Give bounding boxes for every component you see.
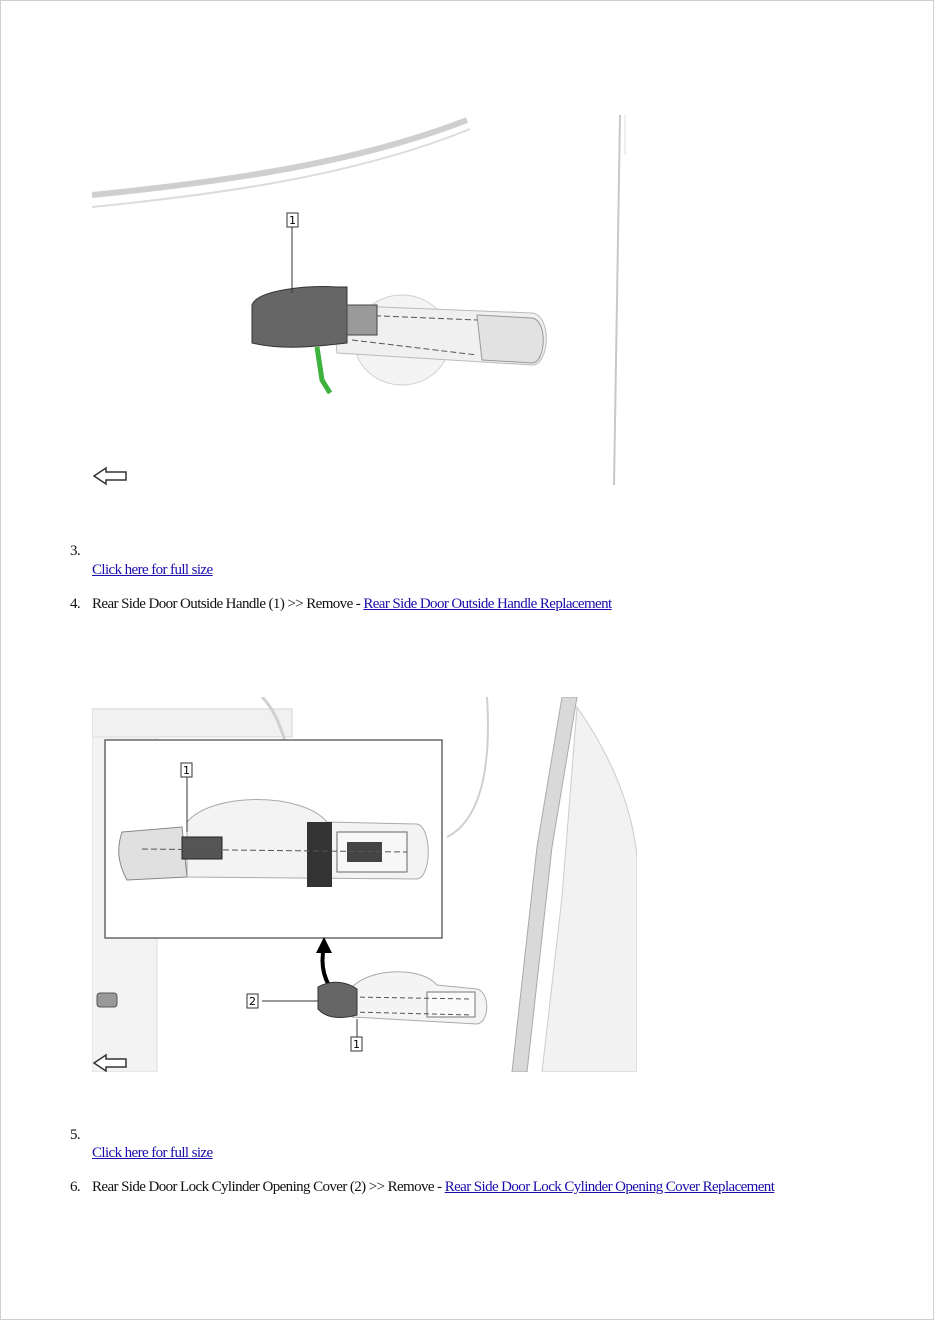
step-5 (70, 1126, 92, 1144)
figure-lock-cylinder-cover[interactable] (92, 697, 637, 1072)
step-3 (70, 542, 92, 560)
lock-cover-diagram (92, 697, 637, 1072)
wire (317, 347, 330, 393)
handle-diagram (92, 115, 632, 490)
front-arrow-icon (94, 468, 126, 484)
full-size-link-1[interactable] (92, 561, 213, 579)
link-text[interactable]: Click here for full size (92, 562, 213, 578)
callout-1-inset: 1 (183, 764, 190, 777)
outside-handle-replacement-link[interactable]: Rear Side Door Outside Handle Replacement (363, 596, 612, 612)
callout-1: 1 (289, 214, 296, 227)
step-number: 6. (70, 1179, 81, 1195)
step-4 (70, 595, 612, 613)
lock-cylinder-cover-replacement-link[interactable]: Rear Side Door Lock Cylinder Opening Cover Replacement (444, 1179, 775, 1195)
full-size-link-2[interactable] (92, 1144, 213, 1162)
lock-cover (318, 982, 357, 1017)
handle-cap (252, 287, 347, 348)
step-number: 3. (70, 543, 81, 559)
step-text: Rear Side Door Outside Handle (1) >> Remove - (92, 596, 364, 612)
step-number: 5. (70, 1127, 81, 1143)
step-text: Rear Side Door Lock Cylinder Opening Cover (2) >> Remove - (92, 1179, 445, 1195)
door-edge (614, 115, 620, 485)
step-number: 4. (70, 596, 81, 612)
step-6 (70, 1178, 774, 1196)
callout-2: 2 (249, 995, 256, 1008)
link-text[interactable]: Click here for full size (92, 1145, 213, 1161)
figure-outside-handle[interactable] (92, 115, 632, 490)
roof-line (92, 120, 467, 195)
callout-1-lower: 1 (353, 1038, 360, 1051)
